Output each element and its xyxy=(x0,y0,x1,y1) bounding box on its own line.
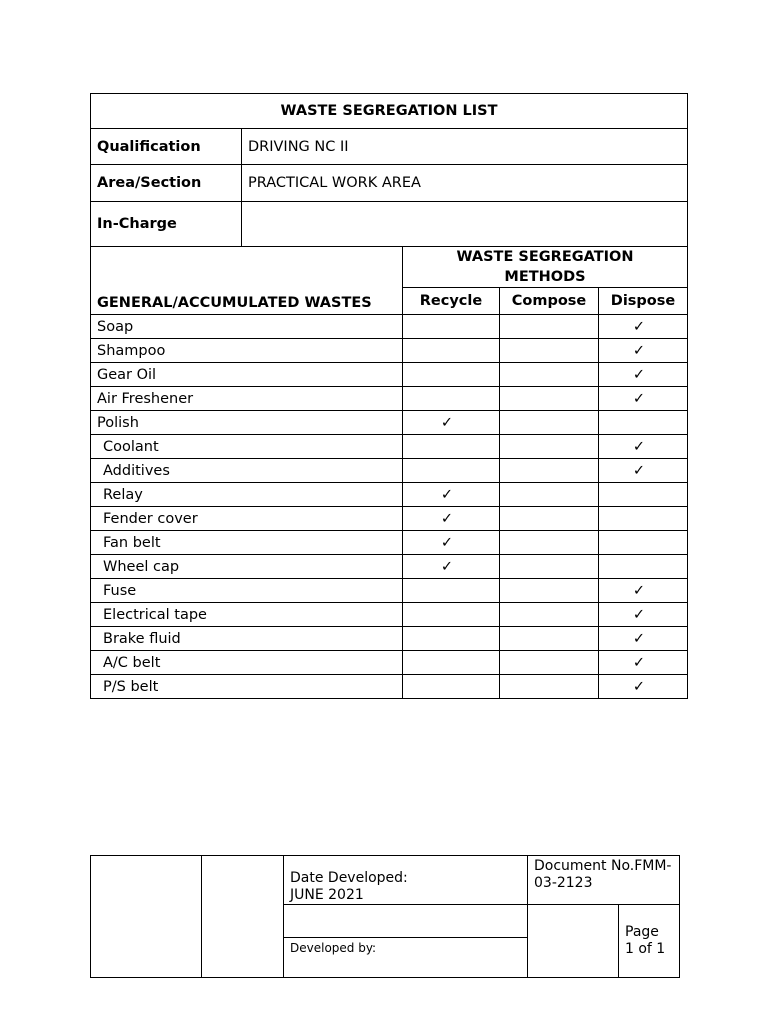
compose-check-cell xyxy=(500,315,599,339)
dispose-check-cell: ✓ xyxy=(599,675,688,699)
waste-item-name: A/C belt xyxy=(91,651,403,675)
document-number: Document No.FMM-03-2123 xyxy=(528,856,680,905)
page-label: Page xyxy=(625,924,659,940)
waste-column-header: GENERAL/ACCUMULATED WASTES xyxy=(91,247,403,315)
dispose-check-cell: ✓ xyxy=(599,315,688,339)
qualification-value: DRIVING NC II xyxy=(242,129,688,165)
recycle-check-cell xyxy=(403,627,500,651)
waste-item-name: Fender cover xyxy=(91,507,403,531)
compose-check-cell xyxy=(500,387,599,411)
date-developed-cell xyxy=(284,856,528,905)
page-value: 1 of 1 xyxy=(625,941,666,957)
recycle-check-cell: ✓ xyxy=(403,555,500,579)
table-row xyxy=(91,531,688,555)
waste-item-name: Gear Oil xyxy=(91,363,403,387)
table-row xyxy=(91,387,688,411)
waste-item-name: P/S belt xyxy=(91,675,403,699)
developed-by-cell xyxy=(284,905,528,978)
footer-logo-cell xyxy=(91,856,202,978)
table-row xyxy=(91,507,688,531)
dispose-check-cell: ✓ xyxy=(599,603,688,627)
table-row xyxy=(91,363,688,387)
waste-item-name: Electrical tape xyxy=(91,603,403,627)
table-row xyxy=(91,315,688,339)
compose-check-cell xyxy=(500,603,599,627)
recycle-check-cell xyxy=(403,459,500,483)
methods-header-line2: METHODS xyxy=(504,269,586,285)
waste-item-name: Soap xyxy=(91,315,403,339)
compose-check-cell xyxy=(500,531,599,555)
recycle-column-header: Recycle xyxy=(403,288,500,315)
compose-check-cell xyxy=(500,675,599,699)
dispose-check-cell: ✓ xyxy=(599,435,688,459)
compose-check-cell xyxy=(500,555,599,579)
waste-item-name: Air Freshener xyxy=(91,387,403,411)
recycle-check-cell: ✓ xyxy=(403,411,500,435)
waste-item-name: Fuse xyxy=(91,579,403,603)
date-developed-label: Date Developed: xyxy=(290,870,408,886)
in-charge-value xyxy=(242,202,688,247)
compose-check-cell xyxy=(500,435,599,459)
recycle-check-cell xyxy=(403,339,500,363)
dispose-check-cell: ✓ xyxy=(599,651,688,675)
compose-check-cell xyxy=(500,579,599,603)
document-title: WASTE SEGREGATION LIST xyxy=(91,94,688,129)
dispose-check-cell xyxy=(599,483,688,507)
waste-item-name: Additives xyxy=(91,459,403,483)
table-row xyxy=(91,603,688,627)
developed-by-label: Developed by: xyxy=(290,941,377,955)
in-charge-label: In-Charge xyxy=(91,202,242,247)
dispose-check-cell: ✓ xyxy=(599,339,688,363)
document-footer xyxy=(90,855,680,978)
compose-check-cell xyxy=(500,459,599,483)
table-row xyxy=(91,651,688,675)
compose-check-cell xyxy=(500,627,599,651)
waste-item-name: Brake fluid xyxy=(91,627,403,651)
waste-rows xyxy=(91,315,688,699)
recycle-check-cell xyxy=(403,603,500,627)
dispose-check-cell: ✓ xyxy=(599,387,688,411)
recycle-check-cell: ✓ xyxy=(403,531,500,555)
table-row xyxy=(91,627,688,651)
compose-check-cell xyxy=(500,507,599,531)
recycle-check-cell: ✓ xyxy=(403,483,500,507)
dispose-check-cell xyxy=(599,507,688,531)
table-row xyxy=(91,411,688,435)
table-row xyxy=(91,339,688,363)
compose-check-cell xyxy=(500,411,599,435)
methods-header-line1: WASTE SEGREGATION xyxy=(456,249,634,265)
compose-column-header: Compose xyxy=(500,288,599,315)
table-row xyxy=(91,435,688,459)
recycle-check-cell xyxy=(403,435,500,459)
waste-item-name: Relay xyxy=(91,483,403,507)
dispose-check-cell: ✓ xyxy=(599,459,688,483)
page-number-cell xyxy=(619,905,680,978)
waste-item-name: Fan belt xyxy=(91,531,403,555)
waste-item-name: Coolant xyxy=(91,435,403,459)
table-row xyxy=(91,483,688,507)
dispose-check-cell xyxy=(599,555,688,579)
table-row xyxy=(91,579,688,603)
qualification-label: Qualification xyxy=(91,129,242,165)
recycle-check-cell xyxy=(403,315,500,339)
waste-segregation-table xyxy=(90,93,688,699)
recycle-check-cell xyxy=(403,651,500,675)
dispose-check-cell: ✓ xyxy=(599,627,688,651)
compose-check-cell xyxy=(500,339,599,363)
dispose-check-cell: ✓ xyxy=(599,363,688,387)
recycle-check-cell xyxy=(403,579,500,603)
dispose-check-cell xyxy=(599,411,688,435)
dispose-column-header: Dispose xyxy=(599,288,688,315)
footer-empty-cell xyxy=(528,905,619,978)
table-row xyxy=(91,675,688,699)
footer-blank-cell xyxy=(202,856,284,978)
recycle-check-cell xyxy=(403,363,500,387)
dispose-check-cell xyxy=(599,531,688,555)
waste-item-name: Polish xyxy=(91,411,403,435)
recycle-check-cell: ✓ xyxy=(403,507,500,531)
area-section-value: PRACTICAL WORK AREA xyxy=(242,165,688,202)
date-developed-value: JUNE 2021 xyxy=(290,887,364,903)
methods-header xyxy=(403,247,688,288)
compose-check-cell xyxy=(500,651,599,675)
table-row xyxy=(91,459,688,483)
recycle-check-cell xyxy=(403,387,500,411)
compose-check-cell xyxy=(500,483,599,507)
waste-item-name: Shampoo xyxy=(91,339,403,363)
waste-item-name: Wheel cap xyxy=(91,555,403,579)
dispose-check-cell: ✓ xyxy=(599,579,688,603)
recycle-check-cell xyxy=(403,675,500,699)
area-section-label: Area/Section xyxy=(91,165,242,202)
table-row xyxy=(91,555,688,579)
compose-check-cell xyxy=(500,363,599,387)
